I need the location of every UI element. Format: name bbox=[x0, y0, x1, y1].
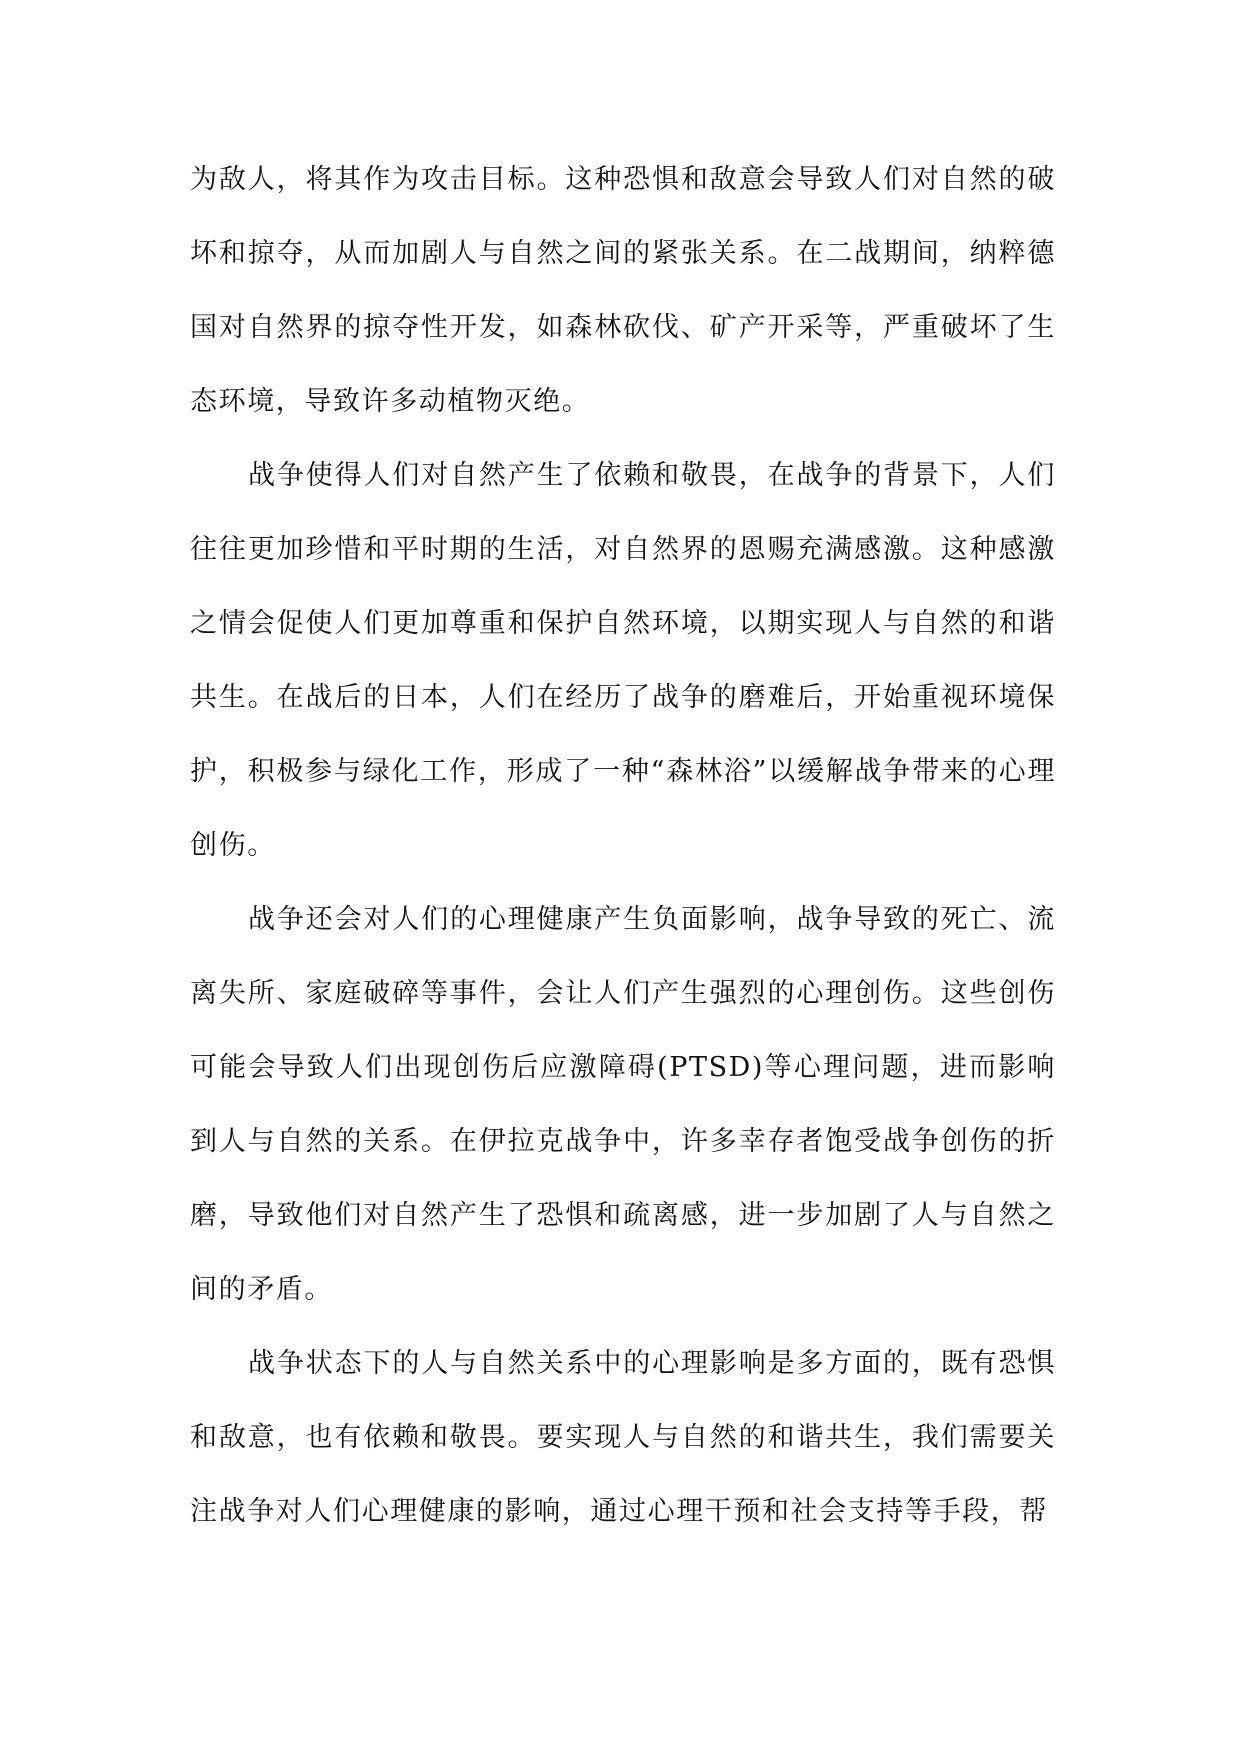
body-text bbox=[190, 143, 1056, 1549]
paragraph-4: 战争状态下的人与自然关系中的心理影响是多方面的，既有恐惧和敌意，也有依赖和敬畏。要实现人与自然的和谐共生，我们需要关注战争对人们心理健康的影响，通过心理干预和社会支持等手段，帮 bbox=[190, 1348, 1056, 1527]
paragraph-2: 战争使得人们对自然产生了依赖和敬畏，在战争的背景下，人们往往更加珍惜和平时期的生活，对自然界的恩赐充满感激。这种感激之情会促使人们更加尊重和保护自然环境，以期实现人与自然的和谐共生。在战后的日本，人们在经历了战争的磨难后，开始重视环境保护，积极参与绿化工作，形成了一种“森林浴”以缓解战争带来的心理创伤。 bbox=[190, 460, 1056, 861]
paragraph-1: 为敌人，将其作为攻击目标。这种恐惧和敌意会导致人们对自然的破坏和掠夺，从而加剧人与自然之间的紧张关系。在二战期间，纳粹德国对自然界的掠夺性开发，如森林砍伐、矿产开采等，严重破坏了生态环境，导致许多动植物灭绝。 bbox=[190, 164, 1056, 417]
paragraph-3: 战争还会对人们的心理健康产生负面影响，战争导致的死亡、流离失所、家庭破碎等事件，会让人们产生强烈的心理创伤。这些创伤可能会导致人们出现创伤后应激障碍(PTSD)等心理问题，进而影响到人与自然的关系。在伊拉克战争中，许多幸存者饱受战争创伤的折磨，导致他们对自然产生了恐惧和疏离感，进一步加剧了人与自然之间的矛盾。 bbox=[190, 904, 1056, 1305]
